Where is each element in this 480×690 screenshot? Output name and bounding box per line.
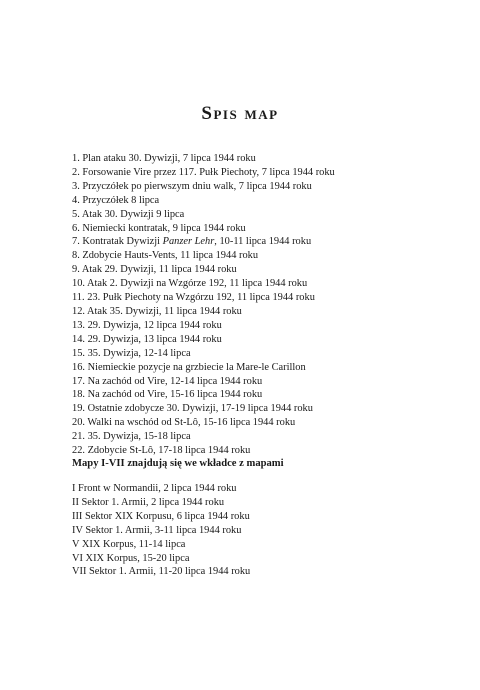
- map-list-item: 21. 35. Dywizja, 15-18 lipca: [72, 431, 191, 443]
- map-list-item: 9. Atak 29. Dywizji, 11 lipca 1944 roku: [72, 264, 237, 276]
- map-list-item-emphasis: Panzer Lehr: [162, 236, 215, 248]
- map-list-item: 20. Walki na wschód od St-Lô, 15-16 lipca 1944 roku: [72, 417, 296, 429]
- map-list-item: [72, 235, 335, 249]
- insert-map-list-item: VII Sektor 1. Armii, 11-20 lipca 1944 roku: [72, 566, 251, 578]
- insert-map-list-item: V XIX Korpus, 11-14 lipca: [72, 538, 186, 550]
- insert-map-list-item: IV Sektor 1. Armii, 3-11 lipca 1944 roku: [72, 524, 242, 536]
- insert-map-list-item: II Sektor 1. Armii, 2 lipca 1944 roku: [72, 496, 225, 508]
- map-list-item: 11. 23. Pułk Piechoty na Wzgórzu 192, 11 lipca 1944 roku: [72, 292, 315, 304]
- map-list-item: 12. Atak 35. Dywizji, 11 lipca 1944 roku: [72, 305, 242, 317]
- map-list-item: 19. Ostatnie zdobycze 30. Dywizji, 17-19 lipca 1944 roku: [72, 403, 313, 415]
- map-list-item: 17. Na zachód od Vire, 12-14 lipca 1944 roku: [72, 375, 263, 387]
- map-list-item-prefix: 7. Kontratak Dywizji: [72, 236, 163, 248]
- map-list-item: 13. 29. Dywizja, 12 lipca 1944 roku: [72, 319, 222, 331]
- map-list: [72, 152, 335, 458]
- insert-heading: Mapy I-VII znajdują się we wkładce z mapami: [72, 458, 284, 469]
- map-list-item: 1. Plan ataku 30. Dywizji, 7 lipca 1944 roku: [72, 153, 256, 164]
- map-list-item: 14. 29. Dywizja, 13 lipca 1944 roku: [72, 333, 222, 345]
- map-list-item: 6. Niemiecki kontratak, 9 lipca 1944 roku: [72, 222, 246, 234]
- insert-map-list-item: VI XIX Korpus, 15-20 lipca: [72, 552, 190, 564]
- map-list-item: 10. Atak 2. Dywizji na Wzgórze 192, 11 lipca 1944 roku: [72, 278, 308, 290]
- insert-map-list: [72, 482, 250, 579]
- map-list-item: 4. Przyczółek 8 lipca: [72, 194, 160, 206]
- map-list-item: 16. Niemieckie pozycje na grzbiecie la Mare-le Carillon: [72, 361, 306, 373]
- map-list-item: 22. Zdobycie St-Lô, 17-18 lipca 1944 roku: [72, 445, 251, 457]
- map-list-item-suffix: , 10-11 lipca 1944 roku: [214, 236, 312, 248]
- map-list-item: 18. Na zachód od Vire, 15-16 lipca 1944 roku: [72, 389, 263, 401]
- insert-map-list-item: I Front w Normandii, 2 lipca 1944 roku: [72, 483, 237, 494]
- map-list-item: 2. Forsowanie Vire przez 117. Pułk Piechoty, 7 lipca 1944 roku: [72, 166, 335, 178]
- map-list-item: 3. Przyczółek po pierwszym dniu walk, 7 lipca 1944 roku: [72, 180, 312, 192]
- map-list-item: 15. 35. Dywizja, 12-14 lipca: [72, 347, 191, 359]
- page-title: Spis map: [201, 103, 279, 124]
- insert-map-list-item: III Sektor XIX Korpusu, 6 lipca 1944 roku: [72, 510, 250, 522]
- map-list-item: 8. Zdobycie Hauts-Vents, 11 lipca 1944 roku: [72, 250, 259, 262]
- map-list-item: 5. Atak 30. Dywizji 9 lipca: [72, 208, 185, 220]
